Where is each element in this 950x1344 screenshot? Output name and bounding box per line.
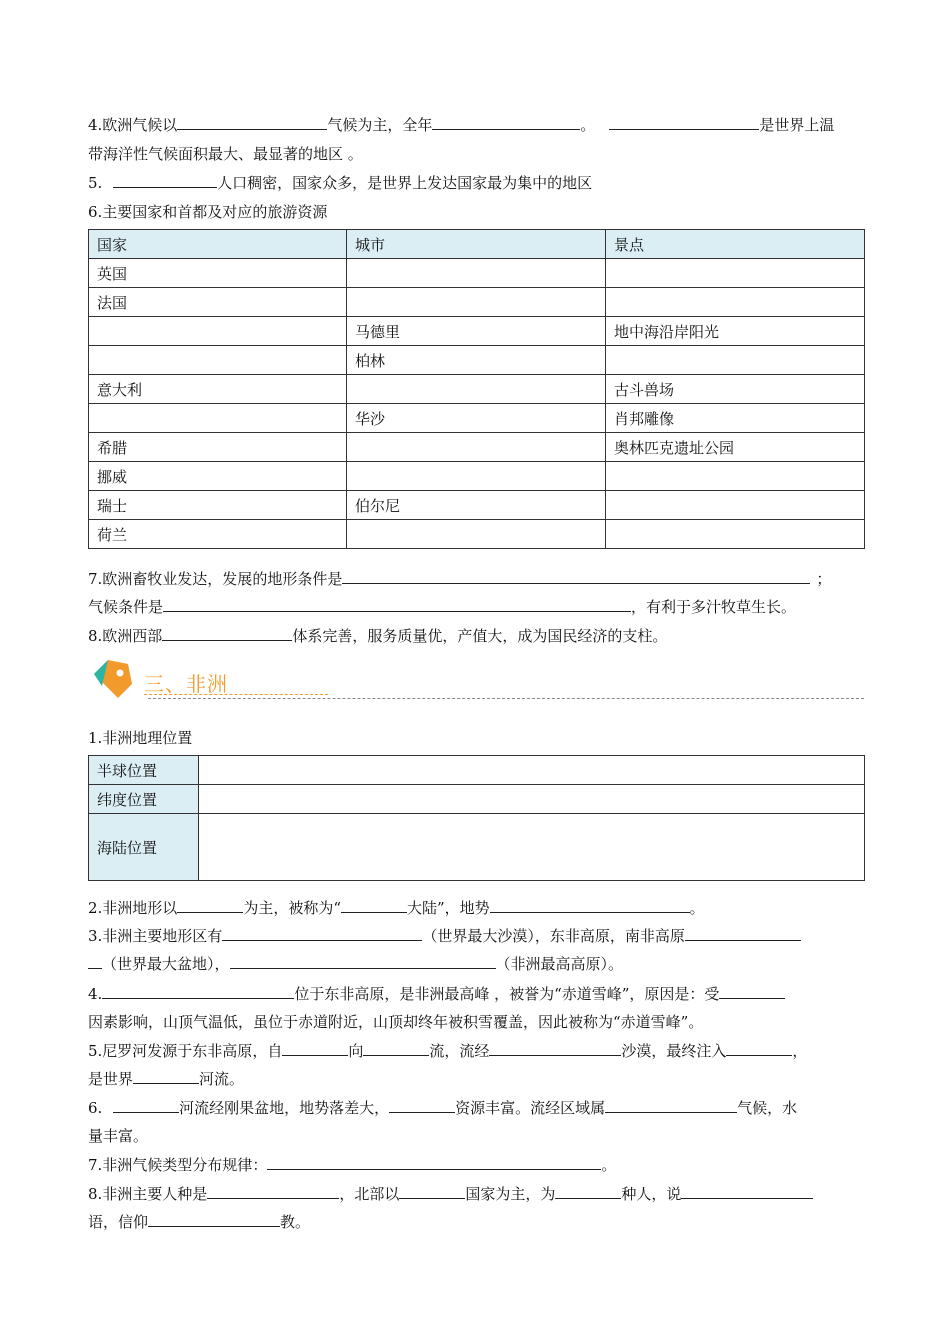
table-row (89, 346, 865, 375)
table-row (89, 491, 865, 520)
table-row (89, 259, 865, 288)
question-7-line-2: 气候条件是 ，有利于多汁牧草生长。 (88, 598, 797, 616)
table-cell[interactable]: 马德里 (347, 317, 606, 346)
table-cell[interactable] (606, 462, 865, 491)
section-title: 三、非洲 (144, 672, 228, 696)
row-label: 半球位置 (89, 756, 199, 785)
question-4-line-2: 带海洋性气候面积最大、最显著的地区 。 (88, 145, 363, 163)
africa-question-5-line-2: 是世界 河流。 (88, 1070, 245, 1088)
table-row (89, 288, 865, 317)
header-cell: 景点 (606, 230, 865, 259)
answer-blank[interactable] (162, 626, 292, 641)
table-cell[interactable]: 奥林匹克遗址公园 (606, 433, 865, 462)
answer-blank[interactable] (399, 1184, 465, 1199)
table-cell[interactable] (347, 288, 606, 317)
row-label: 海陆位置 (89, 814, 199, 881)
africa-question-2: 2.非洲地形以 为主，被称为“ 大陆”，地势 。 (88, 899, 705, 917)
answer-blank[interactable] (113, 1098, 179, 1113)
table-row (89, 520, 865, 549)
table-cell[interactable]: 法国 (89, 288, 347, 317)
table-cell[interactable] (606, 259, 865, 288)
table-cell[interactable] (606, 288, 865, 317)
answer-blank[interactable] (267, 1155, 601, 1170)
africa-question-3-line-1: 3.非洲主要地形区有 （世界最大沙漠），东非高原，南非高原 (88, 926, 801, 946)
africa-question-8-line-2: 语，信仰 教。 (88, 1213, 311, 1231)
table-header-row (89, 230, 865, 259)
table-row (89, 433, 865, 462)
answer-blank[interactable] (432, 115, 580, 130)
table-cell[interactable]: 希腊 (89, 433, 347, 462)
answer-blank[interactable] (685, 926, 801, 941)
answer-blank[interactable] (489, 1041, 621, 1056)
table-cell[interactable]: 瑞士 (89, 491, 347, 520)
africa-question-7: 7.非洲气候类型分布规律： 。 (88, 1156, 617, 1174)
answer-blank[interactable] (342, 569, 810, 584)
africa-question-1-title: 1.非洲地理位置 (88, 729, 193, 747)
question-6-title: 6.主要国家和首都及对应的旅游资源 (88, 203, 328, 221)
answer-blank[interactable] (148, 1212, 280, 1227)
table-cell[interactable] (606, 491, 865, 520)
answer-blank[interactable] (207, 1184, 339, 1199)
table-row (89, 375, 865, 404)
table-cell[interactable] (347, 462, 606, 491)
answer-cell[interactable] (199, 756, 865, 785)
africa-question-4-line-2: 因素影响，山顶气温低，虽位于赤道附近，山顶却终年被积雪覆盖，因此被称为“赤道雪峰”。 (88, 1013, 704, 1031)
question-5: 5. 人口稠密，国家众多，是世界上发达国家最为集中的地区 (88, 174, 593, 192)
table-cell[interactable]: 古斗兽场 (606, 375, 865, 404)
answer-blank[interactable] (490, 898, 690, 913)
header-cell: 国家 (89, 230, 347, 259)
answer-blank[interactable] (282, 1041, 348, 1056)
answer-blank[interactable] (363, 1041, 429, 1056)
row-label: 纬度位置 (89, 785, 199, 814)
answer-cell[interactable] (199, 814, 865, 881)
table-cell[interactable] (347, 520, 606, 549)
answer-blank[interactable] (230, 954, 496, 969)
answer-blank[interactable] (102, 984, 294, 999)
answer-blank[interactable] (222, 926, 422, 941)
answer-blank[interactable] (88, 954, 102, 969)
question-8: 8.欧洲西部 体系完善，服务质量优，产值大，成为国民经济的支柱。 (88, 627, 668, 645)
table-cell[interactable] (89, 317, 347, 346)
africa-question-6-line-2: 量丰富。 (88, 1127, 149, 1145)
answer-blank[interactable] (719, 984, 785, 999)
section-divider (148, 698, 864, 699)
table-row (89, 814, 865, 881)
table-cell[interactable] (606, 346, 865, 375)
answer-blank[interactable] (177, 115, 327, 130)
answer-blank[interactable] (163, 597, 631, 612)
africa-question-4-line-1: 4. 位于东非高原，是非洲最高峰 ，被誉为“赤道雪峰”，原因是：受 (88, 984, 785, 1004)
table-cell[interactable] (89, 404, 347, 433)
table-row (89, 317, 865, 346)
table-cell[interactable]: 伯尔尼 (347, 491, 606, 520)
title-underline (144, 694, 328, 695)
table-row (89, 756, 865, 785)
answer-blank[interactable] (177, 898, 243, 913)
africa-question-5-line-1: 5.尼罗河发源于东非高原，自 向 流，流经 沙漠，最终注入 ， (88, 1042, 808, 1060)
answer-blank[interactable] (389, 1098, 455, 1113)
africa-question-6-line-1: 6. 河流经刚果盆地，地势落差大， 资源丰富。流经区域属 气候，水 (88, 1099, 798, 1117)
table-cell[interactable]: 英国 (89, 259, 347, 288)
header-cell: 城市 (347, 230, 606, 259)
table-cell[interactable] (89, 346, 347, 375)
table-row (89, 462, 865, 491)
answer-blank[interactable] (609, 115, 759, 130)
question-4-line-1: 4.欧洲气候以 气候为主，全年 。 是世界上温 (88, 116, 835, 134)
table-cell[interactable]: 柏林 (347, 346, 606, 375)
tag-icon (88, 656, 136, 702)
table-cell[interactable]: 意大利 (89, 375, 347, 404)
table-cell[interactable]: 华沙 (347, 404, 606, 433)
answer-blank[interactable] (113, 173, 217, 188)
table-row (89, 785, 865, 814)
africa-question-3-line-2: （世界最大盆地）， （非洲最高高原）。 (88, 954, 623, 974)
answer-blank[interactable] (681, 1184, 813, 1199)
table-cell[interactable] (347, 433, 606, 462)
answer-blank[interactable] (605, 1098, 737, 1113)
question-7-line-1: 7.欧洲畜牧业发达，发展的地形条件是 ； (88, 570, 832, 588)
table-cell[interactable] (606, 520, 865, 549)
answer-blank[interactable] (726, 1041, 792, 1056)
answer-blank[interactable] (133, 1069, 199, 1084)
table-cell[interactable]: 肖邦雕像 (606, 404, 865, 433)
table-cell[interactable]: 挪威 (89, 462, 347, 491)
answer-blank[interactable] (341, 898, 407, 913)
location-table (88, 755, 865, 881)
tourism-table (88, 229, 865, 549)
table-cell[interactable]: 地中海沿岸阳光 (606, 317, 865, 346)
section-header (88, 656, 864, 702)
table-cell[interactable] (347, 259, 606, 288)
table-row (89, 404, 865, 433)
africa-question-8-line-1: 8.非洲主要人种是 ，北部以 国家为主，为 种人，说 (88, 1184, 813, 1204)
answer-cell[interactable] (199, 785, 865, 814)
table-cell[interactable]: 荷兰 (89, 520, 347, 549)
answer-blank[interactable] (555, 1184, 621, 1199)
table-cell[interactable] (347, 375, 606, 404)
